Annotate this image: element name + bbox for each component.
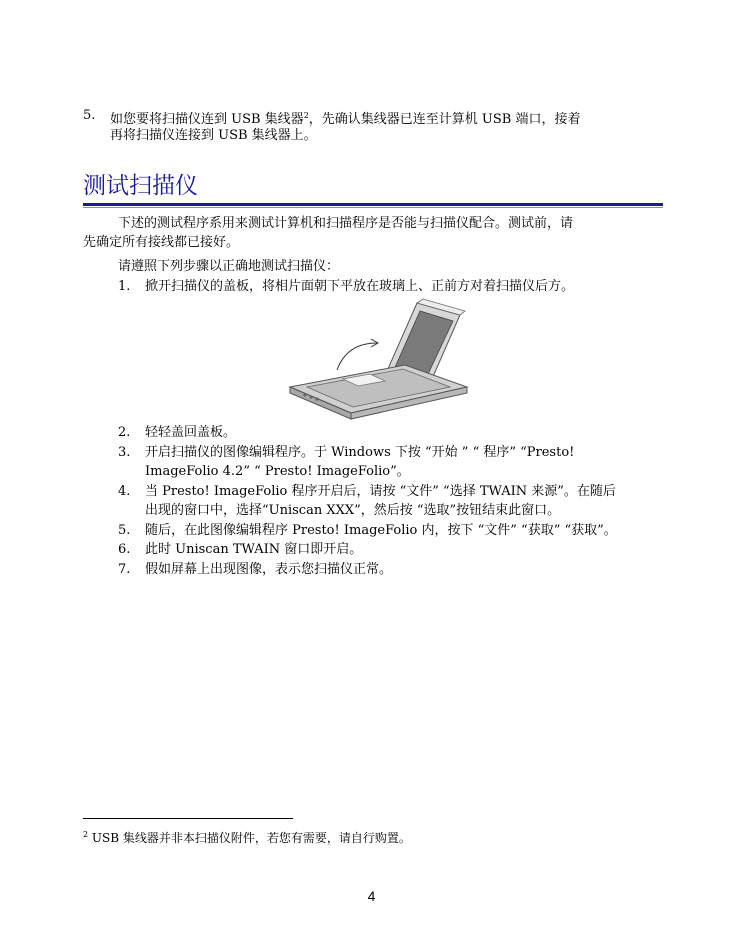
footnote <box>83 826 411 847</box>
list-number: 5. <box>118 523 131 538</box>
list-number: 1. <box>118 279 131 294</box>
list-number: 4. <box>118 484 131 499</box>
paragraph-line: 再将扫描仪连接到 USB 集线器上。 <box>110 128 317 143</box>
paragraph-line <box>110 107 580 129</box>
heading-rule <box>83 203 663 206</box>
heading-rule-light <box>83 207 663 208</box>
list-number: 3. <box>118 445 131 460</box>
footnote-mark: 2 <box>83 830 89 839</box>
text-run: 如您要将扫描仪连到 USB 集线器 <box>110 112 304 127</box>
list-number: 6. <box>118 542 131 557</box>
footnote-rule <box>83 818 293 819</box>
step-line: 当 Presto! ImageFolio 程序开启后，请按 “文件” “选择 TWAIN 来源”。在随后 <box>145 484 616 499</box>
page-number: 4 <box>367 888 376 904</box>
step-line: 随后，在此图像编辑程序 Presto! ImageFolio 内，按下 “文件” “获取” “获取”。 <box>145 523 617 538</box>
step-line: 掀开扫描仪的盖板，将相片面朝下平放在玻璃上、正前方对着扫描仪后方。 <box>145 279 575 294</box>
footnote-reference: 2 <box>303 111 309 120</box>
instruction-line: 请遵照下列步骤以正确地测试扫描仪： <box>118 259 340 274</box>
step-line: 此时 Uniscan TWAIN 窗口即开启。 <box>145 542 363 557</box>
list-number: 2. <box>118 425 131 440</box>
footnote-text: USB 集线器并非本扫描仪附件，若您有需要，请自行购置。 <box>88 831 411 845</box>
arrow-curve <box>337 343 377 370</box>
intro-line: 下述的测试程序系用来测试计算机和扫描程序是否能与扫描仪配合。测试前，请 <box>118 216 574 231</box>
step-line: 轻轻盖回盖板。 <box>145 425 237 440</box>
step-line: ImageFolio 4.2” “ Presto! ImageFolio”。 <box>145 464 410 479</box>
step-line: 开启扫描仪的图像编辑程序。于 Windows 下按 “开始 ” “ 程序” “Presto! <box>145 445 575 460</box>
intro-line: 先确定所有接线都已接好。 <box>83 235 240 250</box>
step-line: 假如屏幕上出现图像，表示您扫描仪正常。 <box>145 562 393 577</box>
section-heading: 测试扫描仪 <box>83 173 198 199</box>
list-number: 7. <box>118 562 131 577</box>
list-number: 5. <box>83 108 96 123</box>
text-run: ，先确认集线器已连至计算机 USB 端口，接着 <box>308 112 581 127</box>
scanner-illustration <box>285 295 475 425</box>
step-line: 出现的窗口中，选择“Uniscan XXX”，然后按 “选取”按钮结束此窗口。 <box>145 503 561 518</box>
